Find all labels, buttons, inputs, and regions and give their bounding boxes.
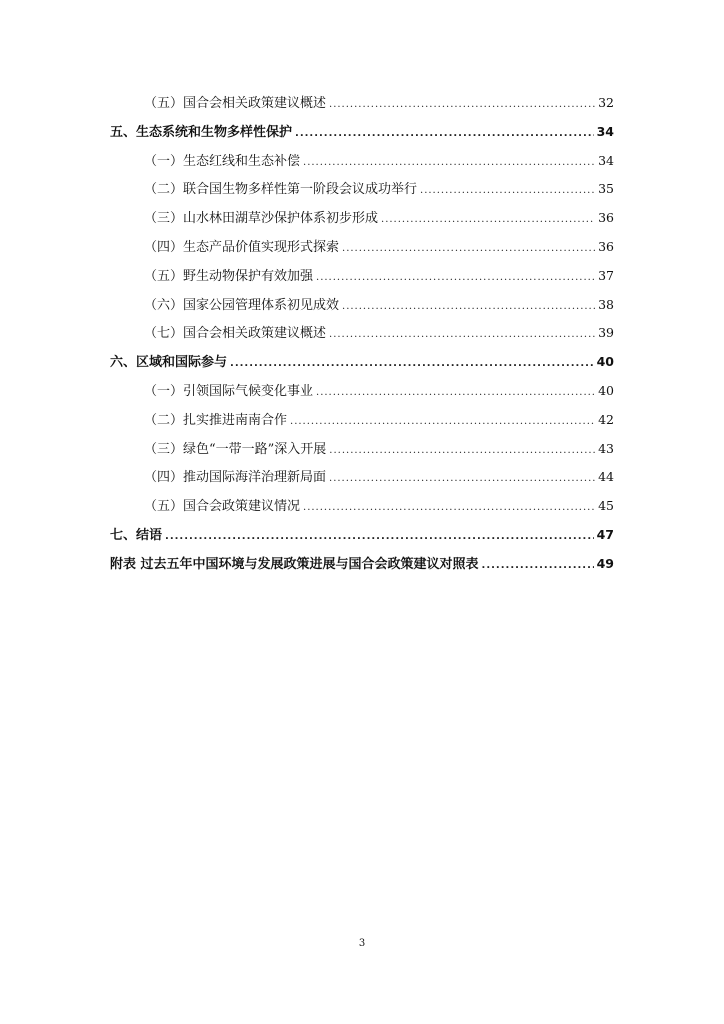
toc-entry-page: 37 bbox=[598, 267, 614, 283]
toc-entry-page: 45 bbox=[598, 498, 614, 514]
toc-entry-title: 六、区域和国际参与 bbox=[110, 355, 228, 371]
page-number: 3 bbox=[358, 938, 366, 949]
toc-entry-page: 42 bbox=[598, 411, 614, 427]
toc-entry-title: （二）联合国生物多样性第一阶段会议成功举行 bbox=[144, 182, 418, 198]
toc-entry[interactable] bbox=[110, 492, 614, 521]
toc-entry-title: （五）国合会相关政策建议概述 bbox=[144, 96, 327, 111]
toc-entry[interactable] bbox=[110, 175, 614, 204]
toc-section-heading[interactable] bbox=[110, 118, 614, 147]
toc-entry-page: 40 bbox=[596, 354, 614, 370]
dot-leader bbox=[420, 177, 595, 206]
toc-entry-title: （二）扎实推进南南合作 bbox=[144, 412, 288, 428]
dot-leader bbox=[329, 321, 595, 350]
toc-entry-title: （三）绿色“一带一路”深入开展 bbox=[144, 441, 327, 457]
toc-entry-title: （六）国家公园管理体系初见成效 bbox=[144, 297, 340, 313]
toc-entry-title: （四）推动国际海洋治理新局面 bbox=[144, 470, 327, 486]
toc-entry-page: 44 bbox=[598, 469, 614, 485]
dot-leader bbox=[482, 552, 594, 581]
toc-entry-page: 34 bbox=[596, 123, 614, 139]
toc-entry-page: 36 bbox=[598, 238, 614, 254]
dot-leader bbox=[342, 293, 595, 322]
toc-entry-page: 34 bbox=[598, 152, 614, 168]
toc-entry-title: 五、生态系统和生物多样性保护 bbox=[110, 124, 293, 140]
toc-entry[interactable] bbox=[110, 435, 614, 464]
dot-leader bbox=[303, 149, 595, 178]
table-of-contents bbox=[110, 89, 614, 579]
toc-entry-page: 39 bbox=[598, 325, 614, 341]
toc-entry-title: 七、结语 bbox=[110, 527, 163, 543]
dot-leader bbox=[165, 523, 594, 552]
toc-entry-page: 35 bbox=[598, 181, 614, 197]
toc-entry[interactable] bbox=[110, 89, 614, 118]
toc-entry-page: 36 bbox=[598, 210, 614, 226]
toc-entry[interactable] bbox=[110, 233, 614, 262]
toc-entry[interactable] bbox=[110, 204, 614, 233]
toc-entry-title: （五）野生动物保护有效加强 bbox=[144, 268, 314, 284]
toc-entry-page: 43 bbox=[598, 440, 614, 456]
toc-section-heading[interactable] bbox=[110, 550, 614, 579]
toc-entry[interactable] bbox=[110, 291, 614, 320]
toc-entry-page: 32 bbox=[598, 95, 614, 110]
dot-leader bbox=[329, 437, 595, 466]
toc-section-heading[interactable] bbox=[110, 521, 614, 550]
dot-leader bbox=[303, 494, 595, 523]
dot-leader bbox=[381, 206, 595, 235]
toc-entry-title: （四）生态产品价值实现形式探索 bbox=[144, 239, 340, 255]
toc-entry-title: （五）国合会政策建议情况 bbox=[144, 499, 301, 515]
dot-leader bbox=[329, 91, 595, 120]
toc-entry-title: （一）引领国际气候变化事业 bbox=[144, 383, 314, 399]
toc-entry-page: 49 bbox=[596, 555, 614, 571]
toc-entry-page: 40 bbox=[598, 382, 614, 398]
dot-leader bbox=[290, 408, 595, 437]
toc-entry[interactable] bbox=[110, 463, 614, 492]
dot-leader bbox=[342, 235, 595, 264]
dot-leader bbox=[329, 465, 595, 494]
dot-leader bbox=[295, 120, 594, 149]
toc-entry-page: 47 bbox=[596, 526, 614, 542]
toc-entry-title: （三）山水林田湖草沙保护体系初步形成 bbox=[144, 211, 379, 227]
toc-entry[interactable] bbox=[110, 319, 614, 348]
toc-entry-title: （一）生态红线和生态补偿 bbox=[144, 153, 301, 169]
toc-section-heading[interactable] bbox=[110, 348, 614, 377]
toc-entry-title: 附表 过去五年中国环境与发展政策进展与国合会政策建议对照表 bbox=[110, 556, 479, 572]
toc-entry-page: 38 bbox=[598, 296, 614, 312]
toc-entry[interactable] bbox=[110, 377, 614, 406]
dot-leader bbox=[316, 379, 595, 408]
dot-leader bbox=[230, 350, 594, 379]
toc-entry[interactable] bbox=[110, 147, 614, 176]
toc-entry-title: （七）国合会相关政策建议概述 bbox=[144, 326, 327, 342]
dot-leader bbox=[316, 264, 595, 293]
toc-entry[interactable] bbox=[110, 406, 614, 435]
toc-entry[interactable] bbox=[110, 262, 614, 291]
